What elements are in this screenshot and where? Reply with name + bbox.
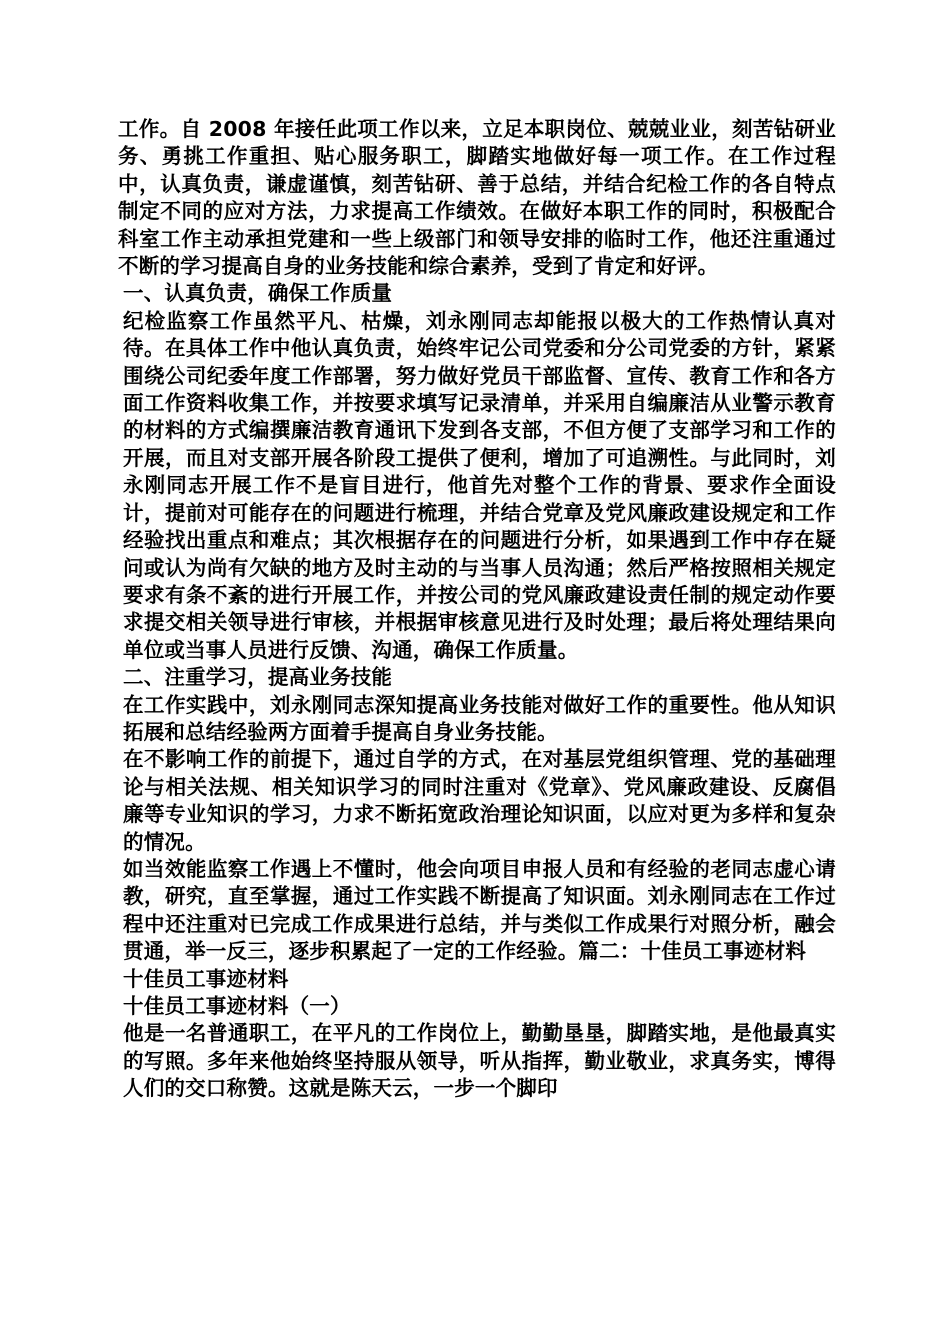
document-subtitle: 十佳员工事迹材料（一） bbox=[123, 994, 351, 1018]
document-body bbox=[118, 116, 836, 1103]
paragraph-section-1: 纪检监察工作虽然平凡、枯燥，刘永刚同志却能报以极大的工作热情认真对待。在具体工作中他认真负责，始终牢记公司党委和分公司党委的方针，紧紧围绕公司纪委年度工作部署，努力做好党员干部监督、宣传、教育工作和各方面工作资料收集工作，并按要求填写记录清单，并采用自编廉洁从业警示教育的材料的方式编撰廉洁教育通讯下发到各支部，不但方便了支部学习和工作的开展，而且对支部开展各阶段工提供了便利，增加了可追溯性。与此同时，刘永刚同志开展工作不是盲目进行，他首先对整个工作的背景、要求作全面设计，提前对可能存在的问题进行梳理，并结合党章及党风廉政建设规定和工作经验找出重点和难点；其次根据存在的问题进行分析，如果遇到工作中存在疑问或认为尚有欠缺的地方及时主动的与当事人员沟通；然后严格按照相关规定要求有条不紊的进行开展工作，并按公司的党风廉政建设责任制的规定动作要求提交相关领导进行审核，并根据审核意见进行及时处理；最后将处理结果向单位或当事人员进行反馈、沟通，确保工作质量。 bbox=[123, 308, 836, 662]
paragraph-section-2b: 在不影响工作的前提下，通过自学的方式，在对基层党组织管理、党的基础理论与相关法规、相关知识学习的同时注重对《党章》、党风廉政建设、反腐倡廉等专业知识的学习，力求不断拓宽政治理论知识面，以应对更为多样和复杂的情况。 bbox=[123, 747, 836, 854]
paragraph-story: 他是一名普通职工，在平凡的工作岗位上，勤勤垦垦，脚踏实地，是他最真实的写照。多年来他始终坚持服从领导，听从指挥，勤业敬业，求真务实，博得人们的交口称赞。这就是陈天云，一步一个脚印 bbox=[123, 1021, 836, 1101]
section-heading-1: 一、认真负责，确保工作质量 bbox=[123, 281, 393, 306]
section-heading-2: 二、注重学习，提高业务技能 bbox=[123, 665, 393, 690]
document-title: 十佳员工事迹材料 bbox=[123, 966, 289, 991]
paragraph-section-2a: 在工作实践中，刘永刚同志深知提高业务技能对做好工作的重要性。他从知识拓展和总结经验两方面着手提高自身业务技能。 bbox=[123, 692, 836, 744]
paragraph-section-2c: 如当效能监察工作遇上不懂时，他会向项目申报人员和有经验的老同志虚心请教，研究，直至掌握，通过工作实践不断提高了知识面。刘永刚同志在工作过程中还注重对已完成工作成果进行总结，并与类似工作成果行对照分析，融会贯通，举一反三，逐步积累起了一定的工作经验。篇二：十佳员工事迹材料 bbox=[123, 856, 836, 964]
paragraph-intro: 工作。自 2008 年接任此项工作以来，立足本职岗位、兢兢业业，刻苦钻研业务、勇挑工作重担、贴心服务职工，脚踏实地做好每一项工作。在工作过程中，认真负责，谦虚谨慎，刻苦钻研、善于总结，并结合纪检工作的各自特点制定不同的应对方法，力求提高工作绩效。在做好本职工作的同时，积极配合科室工作主动承担党建和一些上级部门和领导安排的临时工作，他还注重通过不断的学习提高自身的业务技能和综合素养，受到了肯定和好评。 bbox=[118, 117, 836, 279]
